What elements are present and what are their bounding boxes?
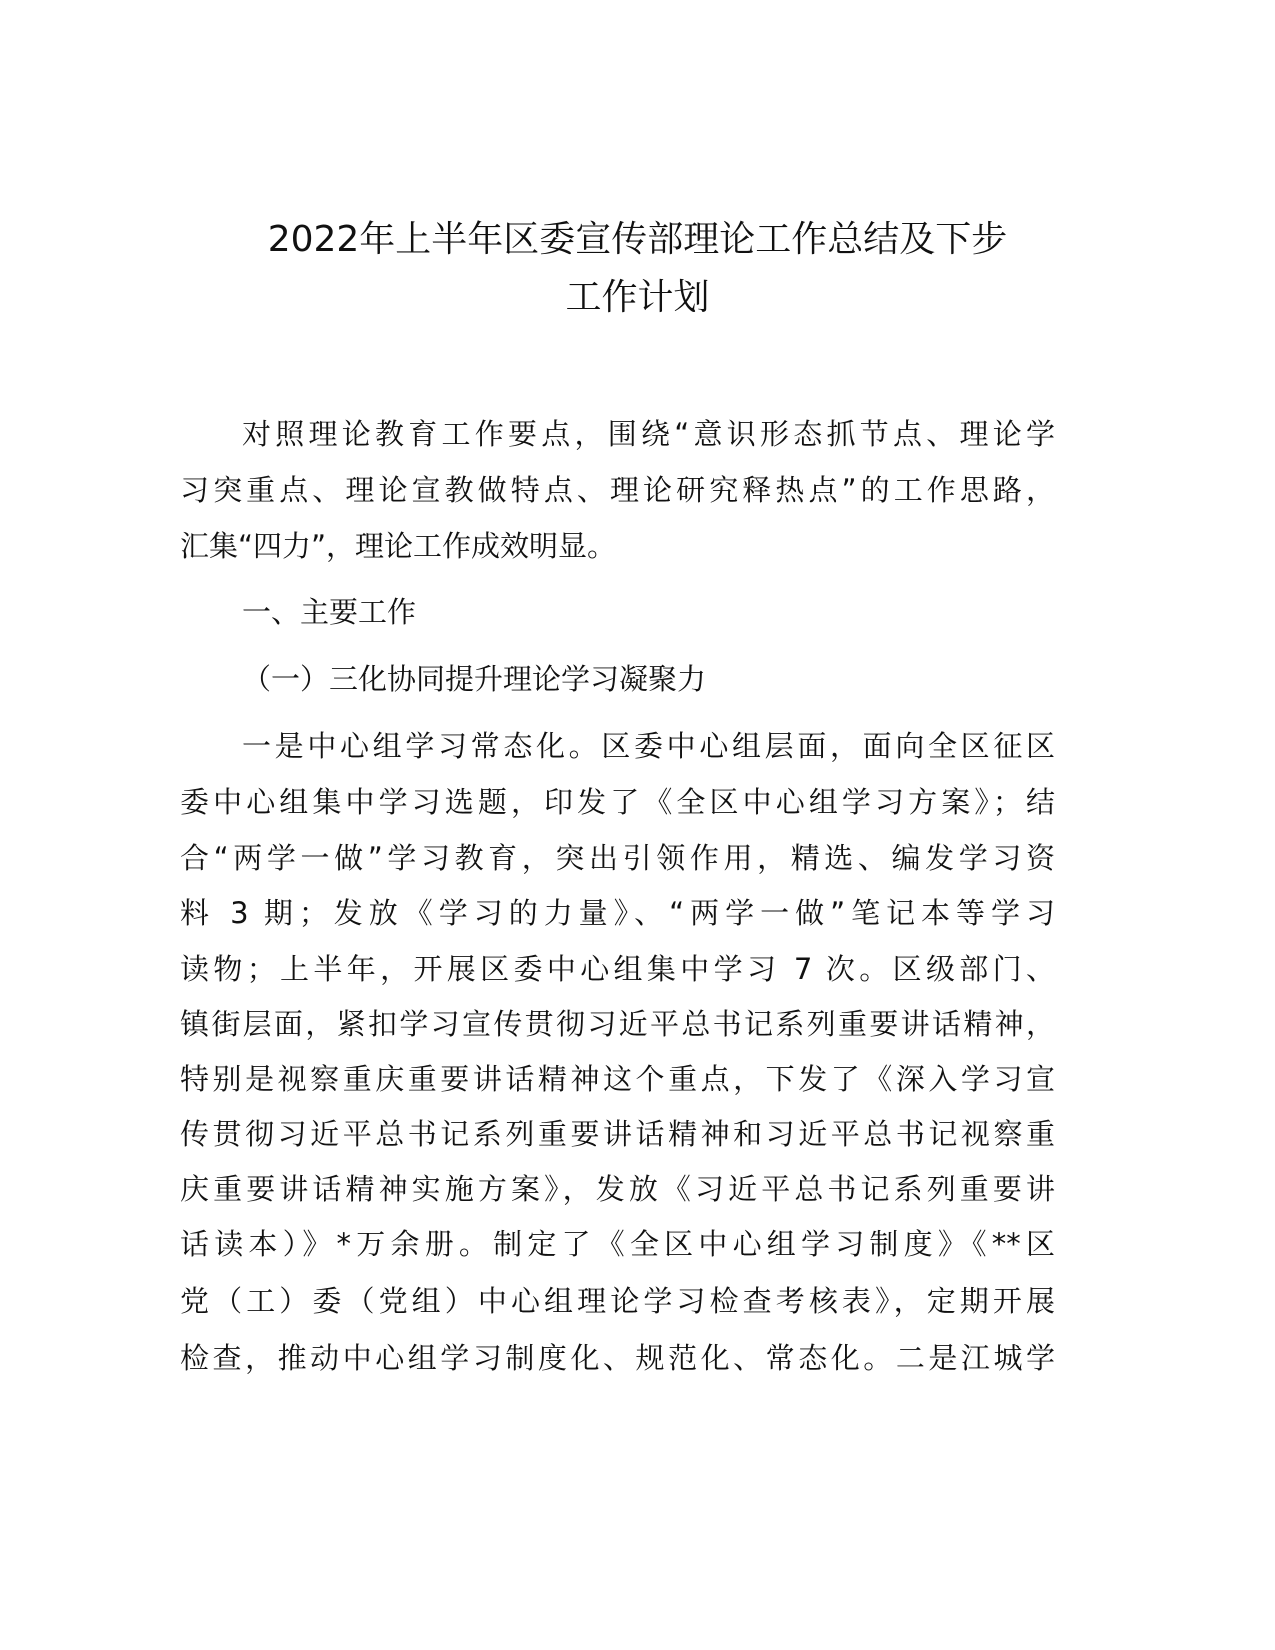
- body-paragraph-line: 检查，推动中心组学习制度化、规范化、常态化。二是江城学: [180, 1341, 1055, 1375]
- intro-paragraph-line: 汇集“四力”，理论工作成效明显。: [180, 529, 617, 563]
- body-paragraph-line: 读物；上半年，开展区委中心组集中学习 7 次。区级部门、: [180, 952, 1055, 986]
- section-heading: 一、主要工作: [242, 595, 417, 629]
- document-title-line-1: 2022年上半年区委宣传部理论工作总结及下步: [267, 219, 1008, 260]
- document-title-line-2: 工作计划: [565, 277, 710, 318]
- body-paragraph-line: 镇街层面，紧扣学习宣传贯彻习近平总书记系列重要讲话精神，: [180, 1007, 1055, 1041]
- body-paragraph-line: 合“两学一做”学习教育，突出引领作用，精选、编发学习资: [180, 841, 1055, 875]
- body-paragraph-line: 一是中心组学习常态化。区委中心组层面，面向全区征区: [242, 729, 1055, 763]
- body-paragraph-line: 委中心组集中学习选题，印发了《全区中心组学习方案》；结: [180, 785, 1055, 819]
- intro-paragraph-line: 习突重点、理论宣教做特点、理论研究释热点”的工作思路，: [180, 473, 1055, 507]
- body-paragraph-line: 传贯彻习近平总书记系列重要讲话精神和习近平总书记视察重: [180, 1117, 1055, 1151]
- intro-paragraph-line: 对照理论教育工作要点，围绕“意识形态抓节点、理论学: [242, 417, 1055, 451]
- body-paragraph-line: 特别是视察重庆重要讲话精神这个重点，下发了《深入学习宣: [180, 1062, 1055, 1096]
- body-paragraph-line: 庆重要讲话精神实施方案》，发放《习近平总书记系列重要讲: [180, 1172, 1055, 1206]
- subsection-heading: （一）三化协同提升理论学习凝聚力: [242, 662, 707, 696]
- body-paragraph-line: 话读本）》*万余册。制定了《全区中心组学习制度》《**区: [180, 1227, 1055, 1261]
- body-paragraph-line: 党（工）委（党组）中心组理论学习检查考核表》，定期开展: [180, 1284, 1055, 1318]
- body-paragraph-line: 料 3 期；发放《学习的力量》、“两学一做”笔记本等学习: [180, 896, 1055, 930]
